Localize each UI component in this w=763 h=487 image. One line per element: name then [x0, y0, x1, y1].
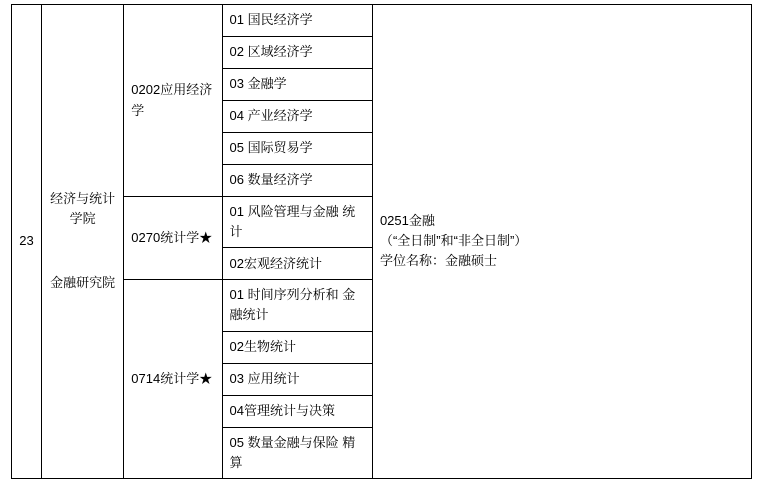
direction-line-1: 01 时间序列分析和 [229, 287, 339, 303]
direction-line-1: 05 数量金融与保险 [229, 434, 339, 450]
college-line-1: 经济与统计 [50, 191, 116, 207]
cell-direction [222, 197, 372, 248]
program-catalog-table [11, 4, 752, 479]
cell-direction: 02 区域经济学 [222, 37, 372, 69]
major-0270-line-1: 0270统计学★ [131, 230, 213, 246]
major-0202-line-1: 0202应用经济 [131, 82, 213, 98]
table-row [12, 5, 752, 37]
cell-direction: 02宏观经济统计 [222, 248, 372, 280]
degree-line-1: 0251金融 [379, 213, 435, 229]
cell-direction: 03 金融学 [222, 69, 372, 101]
college-line-3: 金融研究院 [50, 275, 116, 291]
college-line-2: 学院 [69, 211, 96, 227]
cell-major-0202 [124, 5, 222, 197]
cell-direction [222, 427, 372, 478]
cell-major-0714 [124, 280, 222, 479]
cell-degree [372, 5, 751, 479]
document-page [0, 4, 763, 487]
cell-direction [222, 280, 372, 331]
major-0202-line-2: 学 [131, 102, 145, 118]
college-spacer [49, 229, 116, 273]
direction-line-2: 统计 [229, 204, 356, 240]
cell-direction: 05 国际贸易学 [222, 133, 372, 165]
cell-college [42, 5, 124, 479]
cell-direction: 03 应用统计 [222, 363, 372, 395]
cell-direction: 06 数量经济学 [222, 165, 372, 197]
direction-line-2: 精算 [229, 434, 356, 470]
cell-direction: 04 产业经济学 [222, 101, 372, 133]
cell-index: 23 [12, 5, 42, 479]
cell-major-0270 [124, 197, 222, 280]
direction-line-2: 金融统计 [229, 287, 356, 323]
cell-direction: 01 国民经济学 [222, 5, 372, 37]
degree-line-3: 学位名称：金融硕士 [379, 253, 497, 269]
cell-direction: 04管理统计与决策 [222, 395, 372, 427]
major-0714-line-1: 0714统计学★ [131, 370, 213, 386]
degree-line-2: （“全日制”和“非全日制”） [379, 233, 528, 249]
direction-line-1: 01 风险管理与金融 [229, 204, 339, 219]
cell-direction: 02生物统计 [222, 331, 372, 363]
